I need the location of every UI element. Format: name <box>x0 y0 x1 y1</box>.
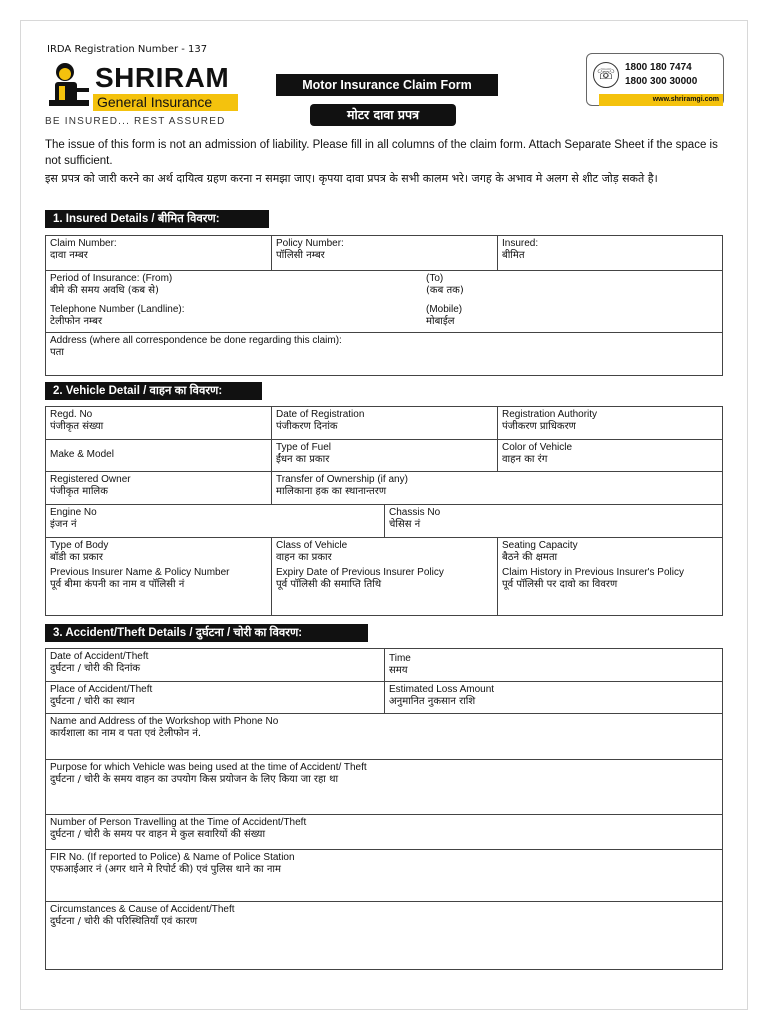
previous-insurer-field[interactable]: Previous Insurer Name & Policy Number पूर्व बीमा कंपनी का नाम व पॉलिसी नं <box>50 567 230 590</box>
period-to-field[interactable]: (To) (कब तक) <box>426 273 464 296</box>
tagline: BE INSURED... REST ASSURED <box>45 116 226 127</box>
section-insured-details: 1. Insured Details / बीमित विवरण: <box>45 210 269 228</box>
section-vehicle-detail: 2. Vehicle Detail / वाहन का विवरण: <box>45 382 262 400</box>
type-of-fuel-field[interactable]: Type of Fuel ईंधन का प्रकार <box>271 440 497 471</box>
form-title: Motor Insurance Claim Form <box>276 74 498 96</box>
brand-subtitle: General Insurance <box>97 94 213 110</box>
registered-owner-field[interactable]: Registered Owner पंजीकृत मालिक <box>50 474 131 497</box>
disclaimer-english: The issue of this form is not an admission of liability. Please fill in all columns of the claim form. Attach Separate Sheet if the space is not sufficient. <box>45 139 718 167</box>
seating-capacity-field[interactable]: Seating Capacity बैठने की क्षमता <box>497 538 722 565</box>
time-field[interactable]: Time समय <box>384 649 722 681</box>
mobile-field[interactable]: (Mobile) मोबाईल <box>426 304 463 327</box>
chassis-no-field[interactable]: Chassis No चेसिस नं <box>384 505 722 537</box>
make-model-field[interactable]: Make & Model <box>50 449 114 460</box>
class-of-vehicle-field[interactable]: Class of Vehicle वाहन का प्रकार <box>271 538 497 565</box>
workshop-field[interactable]: Name and Address of the Workshop with Phone No कार्यशाला का नाम व पता एवं टेलीफोन नं. <box>50 716 279 739</box>
accident-details-table <box>45 648 723 970</box>
mascot-icon <box>45 60 93 110</box>
phone-number-1: 1800 180 7474 <box>625 62 692 73</box>
circumstances-field[interactable]: Circumstances & Cause of Accident/Theft दुर्घटना / चोरी की परिस्थितियाँ एवं कारण <box>50 904 235 927</box>
section-accident-theft-details: 3. Accident/Theft Details / दुर्घटना / चोरी का विवरण: <box>45 624 368 642</box>
disclaimer-hindi: इस प्रपत्र को जारी करने का अर्थ दायित्व ग्रहण करना न समझा जाए। कृपया दावा प्रपत्र के सभी कालम भरे। जगह के अभाव मे अलग से शीट जोड़ सकते है। <box>45 172 658 185</box>
date-of-registration-field[interactable]: Date of Registration पंजीकरण दिनांक <box>271 407 497 439</box>
phone-icon: ☏ <box>593 62 619 88</box>
phone-number-2: 1800 300 30000 <box>625 76 698 87</box>
color-of-vehicle-field[interactable]: Color of Vehicle वाहन का रंग <box>497 440 722 471</box>
website: www.shriramgi.com <box>599 94 723 106</box>
purpose-field[interactable]: Purpose for which Vehicle was being used at the time of Accident/ Theft दुर्घटना / चोरी के समय वाहन का उपयोग किस प्रयोजन के लिए किया जा रहा था <box>50 762 367 785</box>
address-field[interactable]: Address (where all correspondence be done regarding this claim): पता <box>50 335 342 358</box>
shriram-logo <box>45 60 240 130</box>
telephone-field[interactable]: Telephone Number (Landline): टेलीफोन नम्बर <box>50 304 185 327</box>
estimated-loss-field[interactable]: Estimated Loss Amount अनुमानित नुकसान राशि <box>384 682 722 713</box>
irda-registration: IRDA Registration Number - 137 <box>47 44 208 55</box>
engine-no-field[interactable]: Engine No इंजन नं <box>50 507 97 530</box>
place-of-accident-field[interactable]: Place of Accident/Theft दुर्घटना / चोरी का स्थान <box>50 684 153 707</box>
insured-details-table <box>45 235 723 376</box>
period-from-field[interactable]: Period of Insurance: (From) बीमे की समय अवधि (कब से) <box>50 273 173 296</box>
type-of-body-field[interactable]: Type of Body बॉडी का प्रकार <box>50 540 109 563</box>
claim-history-field[interactable]: Claim History in Previous Insurer's Policy पूर्व पॉलिसी पर दावो का विवरण <box>497 565 722 615</box>
date-of-accident-field[interactable]: Date of Accident/Theft दुर्घटना / चोरी की दिनांक <box>50 651 149 674</box>
brand-name: SHRIRAM <box>95 62 230 93</box>
regd-no-field[interactable]: Regd. No पंजीकृत संख्या <box>50 409 104 432</box>
transfer-of-ownership-field[interactable]: Transfer of Ownership (if any) मालिकाना हक का स्थानान्तरण <box>271 472 722 504</box>
registration-authority-field[interactable]: Registration Authority पंजीकरण प्राधिकरण <box>497 407 722 439</box>
vehicle-detail-table <box>45 406 723 616</box>
insured-field[interactable]: Insured: बीमित <box>497 236 722 270</box>
persons-travelling-field[interactable]: Number of Person Travelling at the Time of Accident/Theft दुर्घटना / चोरी के समय पर वाहन मे कुल सवारियों की संख्या <box>50 817 307 840</box>
policy-number-field[interactable]: Policy Number: पॉलिसी नम्बर <box>271 236 497 270</box>
claim-number-field[interactable]: Claim Number: दावा नम्बर <box>50 238 117 261</box>
form-title-hindi: मोटर दावा प्रपत्र <box>310 104 456 126</box>
previous-expiry-field[interactable]: Expiry Date of Previous Insurer Policy पूर्व पॉलिसी की समाप्ति तिथि <box>271 565 497 615</box>
fir-field[interactable]: FIR No. (If reported to Police) & Name of Police Station एफआईआर नं (अगर थाने मे रिपोर्ट की) एवं पुलिस थाने का नाम <box>50 852 295 875</box>
